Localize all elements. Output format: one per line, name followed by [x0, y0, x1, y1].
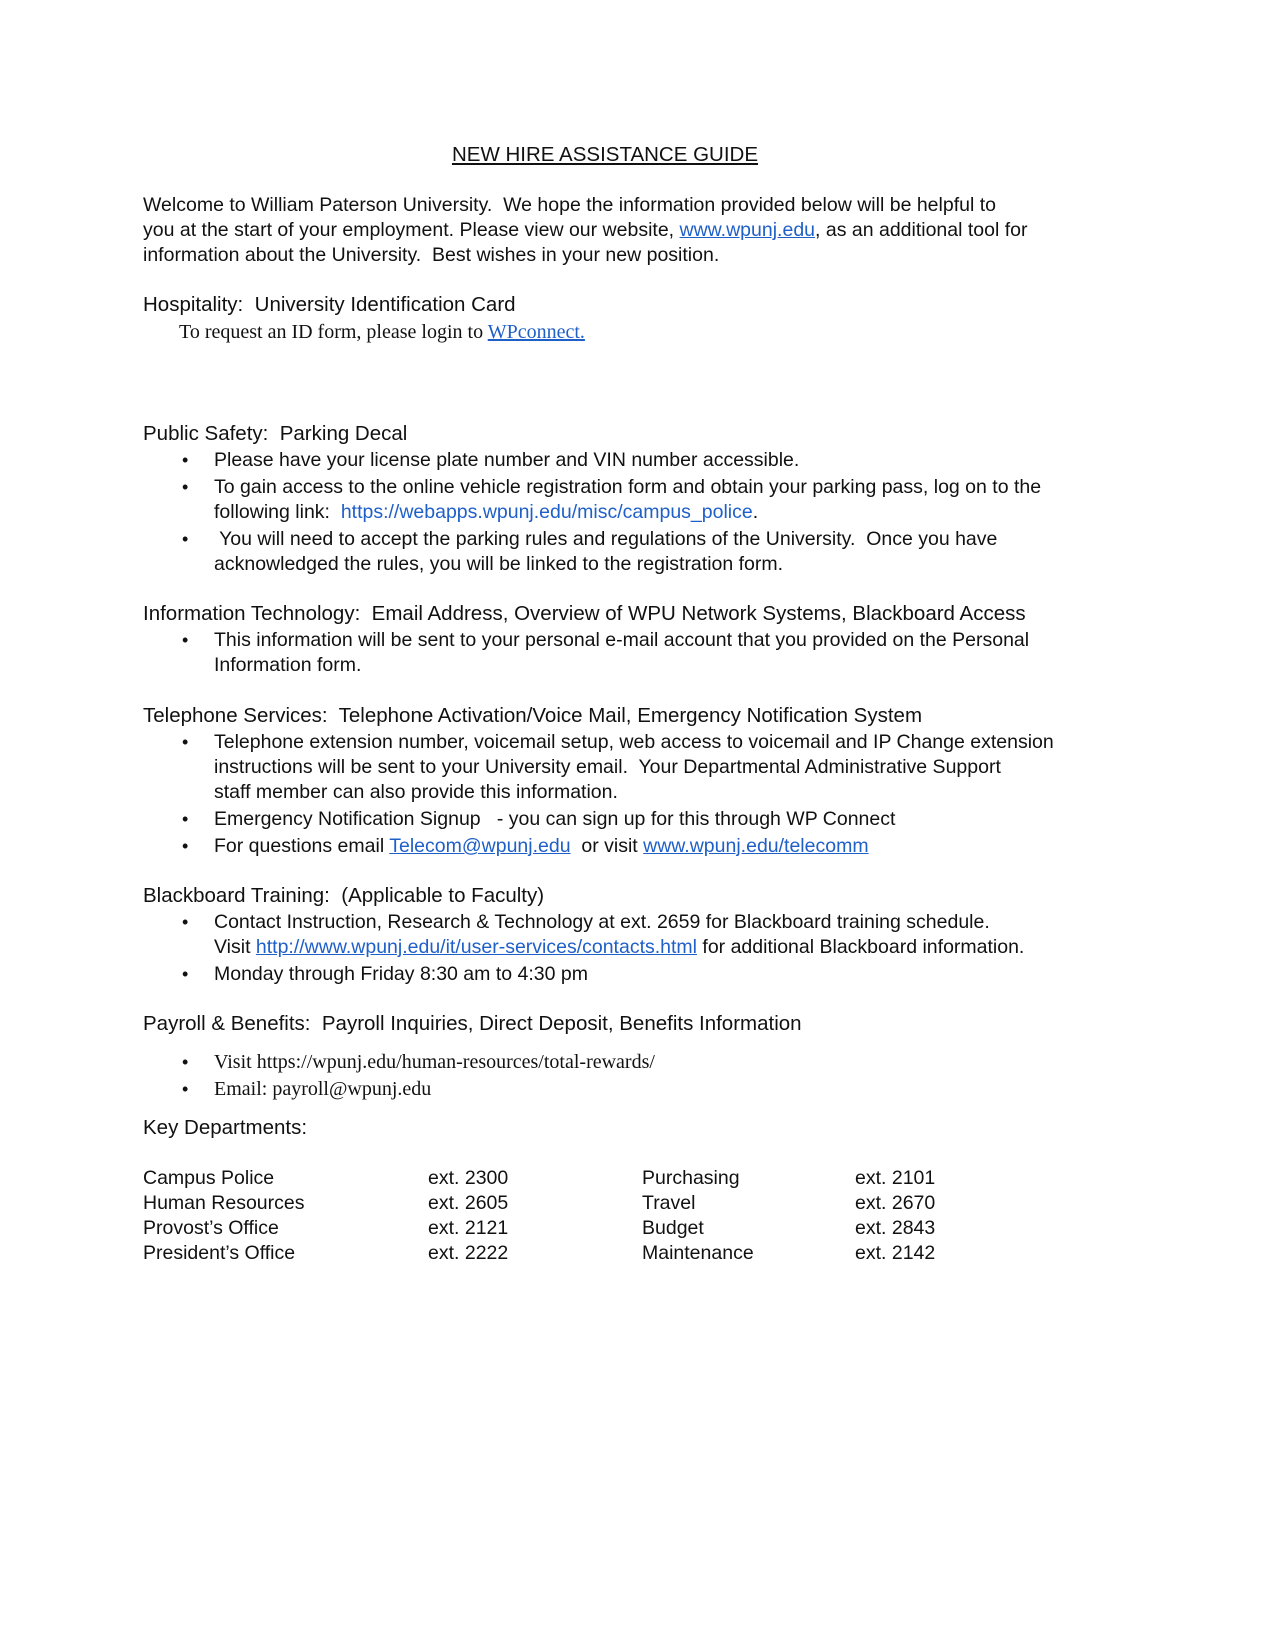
text: you at the start of your employment. Please view our website,: [143, 219, 680, 241]
bullet-text: acknowledged the rules, you will be linked to the registration form.: [214, 553, 784, 575]
dept-ext: ext. 2605: [428, 1192, 509, 1214]
intro-line: [143, 218, 1028, 242]
telecomm-link[interactable]: www.wpunj.edu/telecomm: [643, 835, 869, 857]
bullet-text: instructions will be sent to your University email. Your Departmental Administrative Support: [214, 756, 1001, 778]
bullet-text: This information will be sent to your personal e-mail account that you provided on the Personal: [214, 629, 1030, 651]
bullet-text: [214, 834, 869, 858]
text: .: [752, 501, 759, 523]
text: following link:: [214, 501, 341, 523]
payroll-heading: Payroll & Benefits: Payroll Inquiries, Direct Deposit, Benefits Information: [143, 1012, 802, 1035]
dept-name: Purchasing: [642, 1167, 740, 1189]
campus-police-link[interactable]: https://webapps.wpunj.edu/misc/campus_police: [340, 501, 753, 523]
page-title: NEW HIRE ASSISTANCE GUIDE: [451, 143, 759, 166]
dept-name: Provost’s Office: [143, 1217, 279, 1239]
wpconnect-link[interactable]: WPconnect.: [487, 321, 585, 343]
key-departments-heading: Key Departments:: [143, 1116, 308, 1139]
intro-line: information about the University. Best wishes in your new position.: [143, 244, 720, 266]
text: , as an additional tool for: [815, 219, 1028, 241]
text: Visit: [214, 936, 256, 958]
bullet-icon: •: [182, 630, 189, 650]
bullet-text: Monday through Friday 8:30 am to 4:30 pm: [214, 963, 588, 985]
bullet-icon: •: [182, 1052, 189, 1072]
telecom-email-link[interactable]: Telecom@wpunj.edu: [389, 835, 571, 857]
bullet-icon: •: [182, 836, 189, 856]
dept-ext: ext. 2222: [428, 1242, 509, 1264]
bullet-icon: •: [182, 450, 189, 470]
telephone-heading: Telephone Services: Telephone Activation/Voice Mail, Emergency Notification System: [143, 704, 923, 727]
hospitality-text: [179, 320, 585, 344]
intro-line: Welcome to William Paterson University. We hope the information provided below will be helpful to: [143, 194, 996, 216]
bullet-icon: •: [182, 809, 189, 829]
dept-ext: ext. 2101: [855, 1167, 936, 1189]
dept-name: Travel: [642, 1192, 696, 1214]
blackboard-heading: Blackboard Training: (Applicable to Faculty): [143, 884, 545, 907]
bullet-icon: •: [182, 964, 189, 984]
hospitality-heading: Hospitality: University Identification Card: [143, 293, 516, 316]
bullet-text: You will need to accept the parking rules and regulations of the University. Once you have: [214, 528, 998, 550]
bullet-text: [214, 500, 758, 524]
bullet-text: Please have your license plate number and VIN number accessible.: [214, 449, 800, 471]
dept-ext: ext. 2300: [428, 1167, 509, 1189]
bullet-icon: •: [182, 1079, 189, 1099]
dept-name: President’s Office: [143, 1242, 296, 1264]
dept-ext: ext. 2121: [428, 1217, 509, 1239]
bullet-icon: •: [182, 529, 189, 549]
bullet-text: Contact Instruction, Research & Technology at ext. 2659 for Blackboard training schedule.: [214, 911, 990, 933]
text: To request an ID form, please login to: [179, 321, 488, 343]
website-link[interactable]: www.wpunj.edu: [679, 219, 816, 241]
bullet-text: Information form.: [214, 654, 362, 676]
public-safety-heading: Public Safety: Parking Decal: [143, 422, 408, 445]
text: for additional Blackboard information.: [697, 936, 1025, 958]
bullet-icon: •: [182, 477, 189, 497]
bullet-text: Telephone extension number, voicemail setup, web access to voicemail and IP Change extension: [214, 731, 1054, 753]
bullet-icon: •: [182, 912, 189, 932]
dept-name: Maintenance: [642, 1242, 754, 1264]
contacts-link[interactable]: http://www.wpunj.edu/it/user-services/contacts.html: [255, 936, 697, 958]
bullet-text: staff member can also provide this information.: [214, 781, 618, 803]
bullet-text: [214, 935, 1024, 959]
dept-name: Human Resources: [143, 1192, 305, 1214]
bullet-text: Visit https://wpunj.edu/human-resources/total-rewards/: [214, 1051, 655, 1073]
it-heading: Information Technology: Email Address, Overview of WPU Network Systems, Blackboard Access: [143, 602, 1026, 625]
bullet-text: Emergency Notification Signup - you can sign up for this through WP Connect: [214, 808, 896, 830]
dept-ext: ext. 2142: [855, 1242, 936, 1264]
bullet-text: To gain access to the online vehicle registration form and obtain your parking pass, log on to the: [214, 476, 1042, 498]
bullet-text: Email: payroll@wpunj.edu: [214, 1078, 432, 1100]
dept-ext: ext. 2843: [855, 1217, 936, 1239]
dept-name: Budget: [642, 1217, 704, 1239]
dept-name: Campus Police: [143, 1167, 275, 1189]
text: For questions email: [214, 835, 390, 857]
bullet-icon: •: [182, 732, 189, 752]
dept-ext: ext. 2670: [855, 1192, 936, 1214]
text: or visit: [570, 835, 644, 857]
